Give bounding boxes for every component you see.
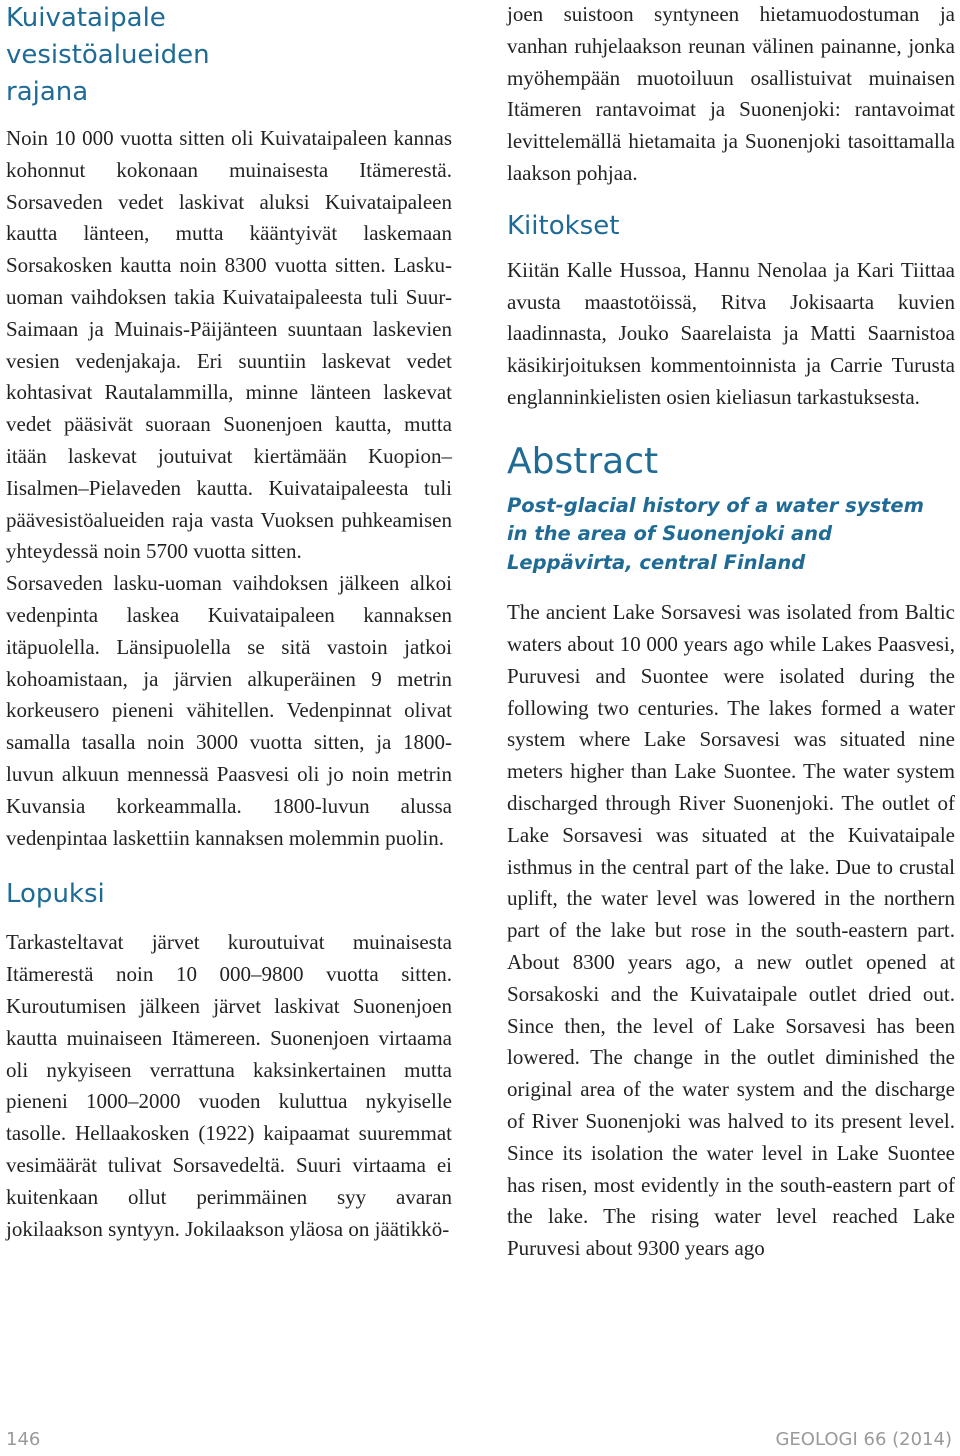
abstract-text: The ancient Lake Sorsavesi was isolated from Baltic waters about 10 000 years ago while Lakes Paasvesi, Puruvesi and Suontee were isolated during the following two centuries. The lakes formed a water system where Lake Sorsavesi was situated nine meters higher than Lake Suontee. The water system discharged through River Suonenjoki. The outlet of Lake Sorsavesi was situated at the Kuivataipale isthmus in the central part of the lake. Due to crustal uplift, the water level was lowered in the northern part of the lake but rose in the south-eastern part. About 8300 years ago, a new outlet opened at Sorsakoski and the Kuivataipale outlet dried out. Since then, the level of Lake Sorsavesi has been lowered. The change in the outlet diminished the original area of the water system and the discharge of River Suonenjoki was halved to its present level. Since its isolation the water level in Lake Suontee has risen, most evidently in the south-eastern part of the lake. The rising water level reached Lake Puruvesi about 9300 years ago [507,600,955,1261]
section-title-kuivataipale: Kuivataipale vesistöalueiden rajana [6,3,210,107]
section-title-lopuksi: Lopuksi [6,879,105,910]
right-column [507,0,955,1265]
body-paragraph-continued: joen suistoon syntyneen hietamuodostuman ja vanhan ruhjelaakson reunan välinen painanne, jonka myöhempään muotoiluun osallistuivat muinaisen Itämeren rantavoimat ja Suonenjoki: rantavoimat levittelemällä hietamaita ja Suonenjoki tasoittamalla laakson pohjaa. [507,2,955,185]
body-paragraph-3: Tarkasteltavat järvet kuroutuivat muinaisesta Itämerestä noin 10 000–9800 vuotta sitten. Kuroutumisen jälkeen järvet laskivat Suonenjoen kautta muinaiseen Itämereen. Suonenjoen virtaama oli nykyiseen verrattuna kaksinkertainen mutta pieneni 1000–2000 vuoden kuluttua nykyiselle tasolle. Hellaakosken (1922) kaipaamat suuremmat vesimäärät tulivat Sorsavedeltä. Suuri virtaama ei kuitenkaan ollut perimmäinen syy avaran jokilaakson syntyyn. Jokilaakson yläosa on jäätikkö- [6,930,452,1241]
body-paragraph-2: Sorsaveden lasku-uoman vaihdoksen jälkeen alkoi vedenpinta laskea Kuivataipaleen kannaksen itäpuolella. Länsipuolella se sitä vastoin jatkoi kohoamistaan, ja järvien alkuperäinen 9 metrin korkeusero pieneni vähitellen. Vedenpinnat olivat samalla tasalla noin 3000 vuotta sitten, ja 1800-luvun alkuun mennessä Paasvesi oli jo noin metrin Kuvansia korkeammalla. 1800-luvun alussa vedenpintaa laskettiin kannaksen molemmin puolin. [6,571,452,850]
abstract-subtitle: Post-glacial history of a water system in the area of Suonenjoki and Leppävirta, central Finland [507,493,924,574]
page-number: 146 [6,1429,41,1450]
acknowledgements-text: Kiitän Kalle Hussoa, Hannu Nenolaa ja Kari Tiittaa avusta maastotöissä, Ritva Jokisaarta kuvien laadinnasta, Jouko Saarelaista ja Matti Saarnistoa käsikirjoituksen kommentoinnista ja Carrie Turusta englanninkielisten osien kieliasun tarkastuksesta. [507,257,955,409]
section-title-abstract: Abstract [507,440,659,482]
journal-info: GEOLOGI 66 (2014) [775,1429,952,1450]
left-column [6,0,452,1245]
body-paragraph-1: Noin 10 000 vuotta sitten oli Kuivataipaleen kannas kohonnut kokonaan muinaisesta Itämerestä. Sorsaveden vedet laskivat aluksi Kuivataipaleen kautta länteen, mutta kääntyivät laskemaan Sorsakosken kautta noin 8300 vuotta sitten. Lasku-uoman vaihdoksen takia Kuivataipaleesta tuli Suur-Saimaan ja Muinais-Päijänteen suuntaan laskevien vesien vedenjakaja. Eri suuntiin laskevat vedet kohtasivat Rautalammilla, minne länteen laskevat vedet pääsivät suoraan Suonenjoen kautta, mutta itään laskevat joutuivat kiertämään Kuopion–Iisalmen–Pielaveden kautta. Kuivataipaleesta tuli päävesistöalueiden raja vasta Vuoksen puhkeamisen yhteydessä noin 5700 vuotta sitten. [6,126,452,564]
section-title-kiitokset: Kiitokset [507,210,620,241]
